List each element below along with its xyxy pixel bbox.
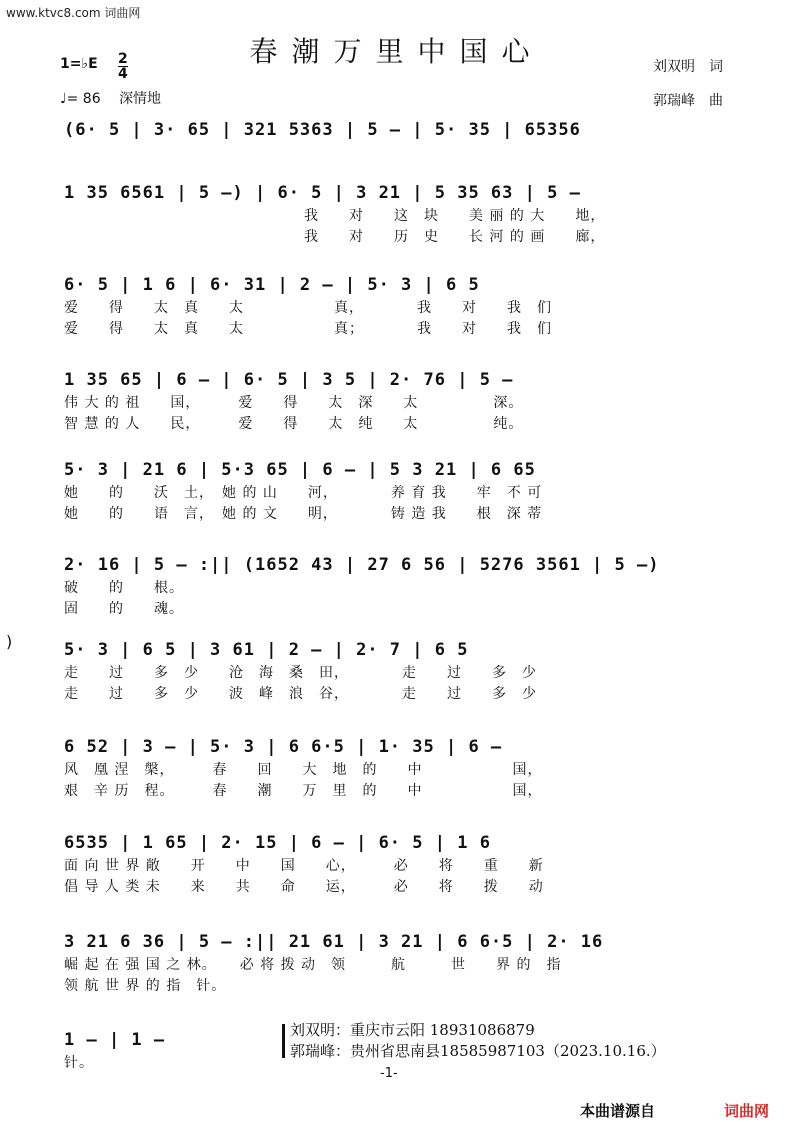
notation-line: 6 52 | 3 — | 5· 3 | 6 6·5 | 1· 35 | 6 — [64,737,503,757]
score-system [0,120,793,180]
lyric-line: 崛 起 在 强 国 之 林。 必 将 拨 动 领 航 世 界 的 指 [64,957,562,973]
time-numerator: 2 [118,51,128,67]
brand-logo-text: 词曲网 [724,1102,770,1120]
source-label: 本曲谱源自 [580,1102,656,1120]
expression-marking: 深情地 [119,91,162,107]
score-system [0,460,793,520]
notation-line: 3 21 6 36 | 5 — :|| 21 61 | 3 21 | 6 6·5 | 2· 16 [64,932,604,952]
lyric-line: 走 过 多 少 沧 海 桑 田， 走 过 多 少 [64,665,537,681]
notation-line: 6· 5 | 1 6 | 6· 31 | 2 — | 5· 3 | 6 5 [64,275,480,295]
score-system [0,183,793,243]
lyricist-credit: 刘双明 词 [653,59,723,75]
lyric-line: 领 航 世 界 的 指 针。 [64,978,227,994]
key-signature: 1=♭E [60,56,98,72]
time-signature [118,52,128,81]
composer-credit: 郭瑞峰 曲 [653,93,723,109]
score-system [0,737,793,797]
info-bar-line [282,1024,285,1058]
notation-line: (6· 5 | 3· 65 | 321 5363 | 5 — | 5· 35 | 65356 [64,120,581,140]
score-system [0,640,793,700]
song-title: 春潮万里中国心 [249,35,544,68]
lyric-line: 艰 辛 历 程。 春 潮 万 里 的 中 国， [64,783,543,799]
lyric-line: 爱 得 太 真 太 真； 我 对 我 们 [64,321,552,337]
lyric-line: 针。 [64,1055,94,1071]
contact-line-composer: 郭瑞峰：贵州省思南县18585987103（2023.10.16.） [290,1042,666,1060]
score-system [0,275,793,335]
page-number: -1- [380,1066,398,1081]
score-system [0,932,793,992]
lyric-line: 智 慧 的 人 民， 爱 得 太 纯 太 纯。 [64,416,524,432]
notation-line: 5· 3 | 21 6 | 5·3 65 | 6 — | 5 3 21 | 6 65 [64,460,536,480]
lyric-line: 倡 导 人 类 未 来 共 命 运， 必 将 拨 动 [64,879,544,895]
score-system [0,833,793,893]
site-watermark: www.ktvc8.com 词曲网 [6,6,141,20]
lyric-line: 面 向 世 界 敞 开 中 国 心， 必 将 重 新 [64,858,544,874]
lyric-line: 我 对 历 史 长 河 的 画 廊， [64,229,606,245]
lyric-line: 风 凰 涅 槃， 春 回 大 地 的 中 国， [64,762,543,778]
notation-line: 2· 16 | 5 — :|| (1652 43 | 27 6 56 | 5276 3561 | 5 —) [64,555,660,575]
score-system [0,555,793,615]
lyric-line: 我 对 这 块 美 丽 的 大 地， [64,208,606,224]
notation-line: 1 — | 1 — [64,1030,166,1050]
score-system [0,370,793,430]
lyric-line: 她 的 语 言， 她 的 文 明， 铸 造 我 根 深 蒂 [64,506,543,522]
notation-line: 6535 | 1 65 | 2· 15 | 6 — | 6· 5 | 1 6 [64,833,491,853]
lyric-line: 伟 大 的 祖 国， 爱 得 太 深 太 深。 [64,395,524,411]
lyric-line: 破 的 根。 [64,580,184,596]
time-denominator: 4 [118,66,128,82]
notation-line: 5· 3 | 6 5 | 3 61 | 2 — | 2· 7 | 6 5 [64,640,469,660]
tempo-marking [60,88,161,108]
lyric-line: 她 的 沃 土， 她 的 山 河， 养 育 我 牢 不 可 [64,485,543,501]
lyric-line: 走 过 多 少 波 峰 浪 谷， 走 过 多 少 [64,686,537,702]
lyric-line: 爱 得 太 真 太 真， 我 对 我 们 [64,300,552,316]
lyric-line: 固 的 魂。 [64,601,184,617]
bracket-mark: ) [6,632,13,651]
notation-line: 1 35 6561 | 5 —) | 6· 5 | 3 21 | 5 35 63 | 5 — [64,183,581,203]
notation-line: 1 35 65 | 6 — | 6· 5 | 3 5 | 2· 76 | 5 — [64,370,514,390]
contact-line-lyricist: 刘双明：重庆市云阳 18931086879 [290,1021,535,1039]
contact-info [290,1020,666,1062]
tempo-value: ♩= 86 [60,91,101,107]
